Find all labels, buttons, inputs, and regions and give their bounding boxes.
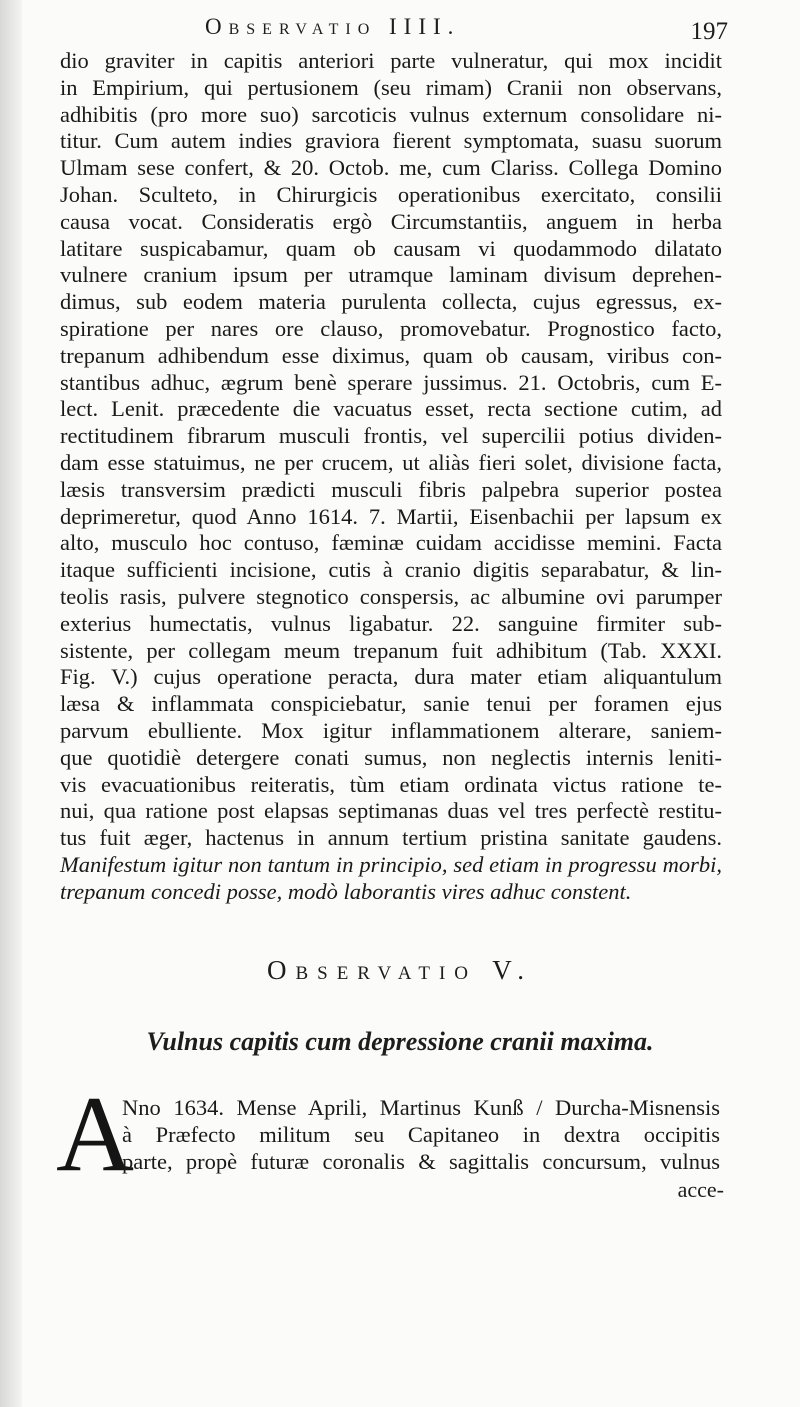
text-line: dimus, sub eodem materia purulenta collecta, cujus egressus, ex- [60,289,722,315]
text-line: parvum ebulliente. Mox igitur inflammationem alterare, saniem- [60,717,722,743]
text-line: sistente, per collegam meum trepanum fuit adhibitum (Tab. XXXI. [60,637,722,663]
text-line: dio graviter in capitis anteriori parte vulneratur, qui mox incidit [60,48,722,73]
text-line: stantibus adhuc, ægrum benè sperare jussimus. 21. Octobris, cum E- [60,369,722,395]
text-line: dam esse statuimus, ne per crucem, ut aliàs fieri solet, divisione facta, [60,449,722,475]
text-line: titur. Cum autem indies graviora fierent symptomata, suasu suorum [60,128,722,154]
text-line: læsa & inflammata conspiciebatur, sanie tenui per foramen ejus [60,691,722,717]
text-line: Johan. Sculteto, in Chirurgicis operationibus exercitato, consilii [60,181,722,207]
text-line: nui, qua ratione post elapsas septimanas duas vel tres perfectè restitu- [60,798,722,824]
text-line: itaque sufficienti incisione, cutis à cranio digitis separabatur, & lin- [60,557,722,583]
text-line: parte, propè futuræ coronalis & sagittalis concursum, vulnus [122,1148,720,1174]
observation-v-subtitle: Vulnus capitis cum depressione cranii maxima. [146,1027,654,1056]
text-line: lect. Lenit. præcedente die vacuatus esset, recta sectione cutim, ad [60,396,722,422]
text-line: adhibitis (pro more suo) sarcoticis vulnus externum consolidare ni- [60,101,722,127]
text-line: vulnere cranium ipsum per utramque laminam divisum deprehen- [60,262,722,288]
text-line: trepanum adhibendum esse diximus, quam ob causam, viribus con- [60,342,722,368]
page-gutter-shadow [0,0,22,1407]
text-line: teolis rasis, pulvere stegnotico conspersis, ac albumine ovi parumper [60,583,722,609]
observation-v-text [122,1095,720,1175]
text-line: exterius humectatis, vulnus ligabatur. 22. sanguine firmiter sub- [60,610,722,636]
text-line: læsis transversim prædicti musculi fibris palpebra superior postea [60,476,722,502]
catchword: acce- [677,1177,724,1202]
running-head: Observatio IIII. [205,14,461,39]
text-line: à Præfecto militum seu Capitaneo in dextra occipitis [122,1121,720,1147]
text-line: alto, musculo hoc contuso, fæminæ cuidam accidisse memini. Facta [60,530,722,556]
text-line: vis evacuationibus reiteratis, tùm etiam ordinata victus ratione te- [60,771,722,797]
text-line: in Empirium, qui pertusionem (seu rimam) Cranii non observans, [60,74,722,100]
text-line: deprimeretur, quod Anno 1614. 7. Martii, Eisenbachii per lapsum ex [60,503,722,529]
observation-iiii-text [60,48,722,906]
conclusion-line: trepanum concedi posse, modò laborantis vires adhuc constent. [60,878,632,904]
observation-v-title: Observatio V. [266,955,534,985]
text-line: que quotidiè detergere conati sumus, non neglectis internis leniti- [60,744,722,770]
text-line: causa vocat. Consideratis ergò Circumstantiis, anguem in herba [60,208,722,234]
text-line: Nno 1634. Mense Aprili, Martinus Kunß / Durcha-Misnensis [122,1095,720,1120]
text-line: tus fuit æger, hactenus in annum tertium pristina sanitate gaudens. [60,825,722,851]
drop-cap-letter: A [56,1075,134,1194]
text-line: Ulmam sese confert, & 20. Octob. me, cum Clariss. Collega Domino [60,155,722,181]
text-line: Fig. V.) cujus operatione peracta, dura mater etiam aliquantulum [60,664,722,690]
page-number: 197 [690,18,728,45]
text-line: latitare suspicabamur, quam ob causam vi quodammodo dilatato [60,235,722,261]
text-line: spiratione per nares ore clauso, promovebatur. Prognostico facto, [60,315,722,341]
conclusion-line: Manifestum igitur non tantum in principio, sed etiam in progressu morbi, [60,851,722,877]
text-line: rectitudinem fibrarum musculi frontis, vel supercilii potius dividen- [60,423,722,449]
